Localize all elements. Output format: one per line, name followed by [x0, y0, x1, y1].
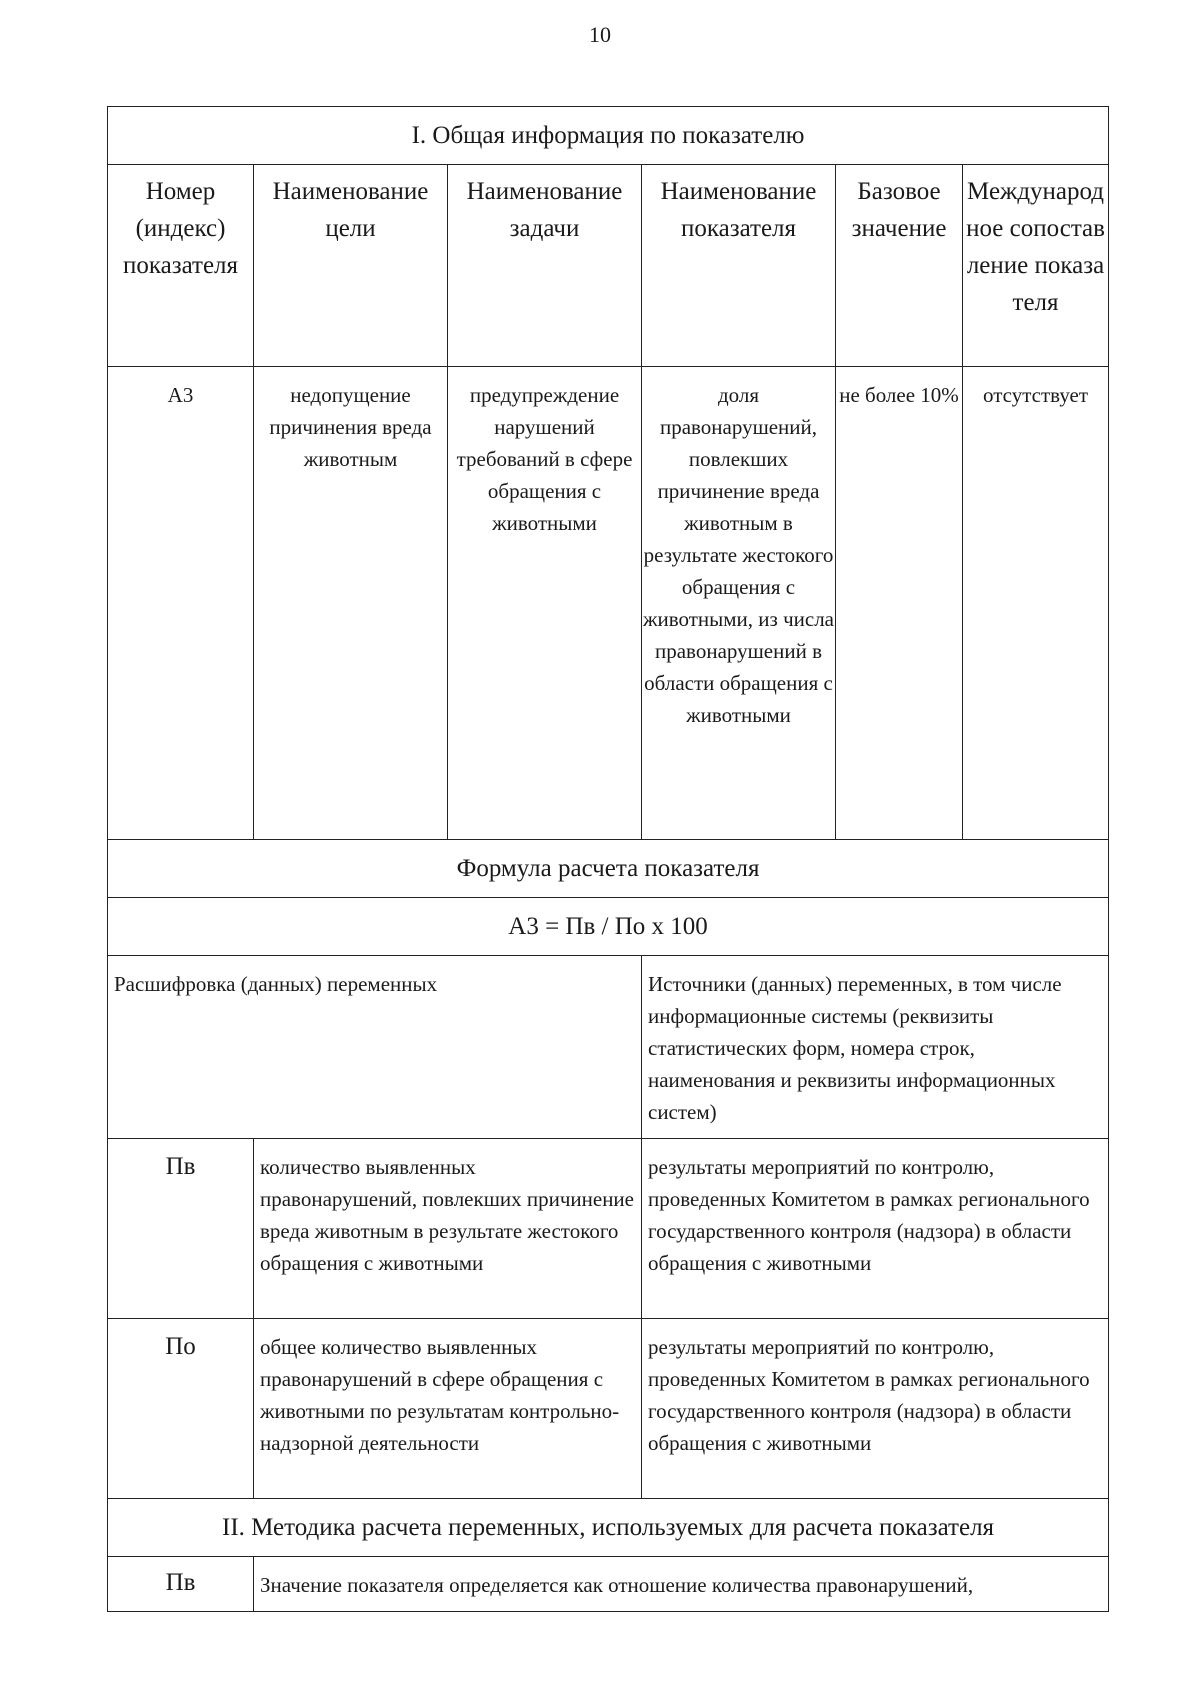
variable-source: результаты мероприятий по контролю, проведенных Комитетом в рамках регионального государственного контроля (надзора) в области обращения с животными: [642, 1139, 1109, 1319]
header-base-value: Базовое значение: [836, 165, 963, 367]
value-base: не более 10%: [836, 367, 963, 840]
header-task: Наименование задачи: [448, 165, 642, 367]
variable-name: По: [108, 1319, 254, 1499]
variable-source: результаты мероприятий по контролю, проведенных Комитетом в рамках регионального государственного контроля (надзора) в области обращения с животными: [642, 1319, 1109, 1499]
variable-row: [108, 1139, 1109, 1319]
variables-header-left: Расшифровка (данных) переменных: [108, 956, 642, 1139]
section2-row: [108, 1557, 1109, 1612]
variable-description: общее количество выявленных правонарушений в сфере обращения с животными по результатам контрольно-надзорной деятельности: [254, 1319, 642, 1499]
header-international: Международное сопоставление показателя: [963, 165, 1109, 367]
header-row: [108, 165, 1109, 367]
formula-expression: А3 = Пв / По х 100: [108, 898, 1109, 956]
values-row: [108, 367, 1109, 840]
section1-title: I. Общая информация по показателю: [108, 107, 1109, 165]
page-number: 10: [589, 22, 611, 47]
formula-title-row: [108, 840, 1109, 898]
section2-title-row: [108, 1499, 1109, 1557]
indicator-table: [107, 106, 1109, 1612]
header-goal: Наименование цели: [254, 165, 448, 367]
formula-title: Формула расчета показателя: [108, 840, 1109, 898]
value-goal: недопущение причинения вреда животным: [254, 367, 448, 840]
formula-row: [108, 898, 1109, 956]
value-index: А3: [108, 367, 254, 840]
header-index: Номер (индекс) показателя: [108, 165, 254, 367]
variable-row: [108, 1319, 1109, 1499]
variables-header-row: [108, 956, 1109, 1139]
variable-name: Пв: [108, 1139, 254, 1319]
section2-text: Значение показателя определяется как отношение количества правонарушений,: [254, 1557, 1109, 1612]
value-indicator: доля правонарушений, повлекших причинение вреда животным в результате жестокого обращения с животными, из числа правонарушений в области обращения с животными: [642, 367, 836, 840]
section2-variable-name: Пв: [108, 1557, 254, 1612]
section1-title-row: [108, 107, 1109, 165]
section2-title: II. Методика расчета переменных, используемых для расчета показателя: [108, 1499, 1109, 1557]
value-task: предупреждение нарушений требований в сфере обращения с животными: [448, 367, 642, 840]
variables-header-right: Источники (данных) переменных, в том числе информационные системы (реквизиты статистических форм, номера строк, наименования и реквизиты информационных систем): [642, 956, 1109, 1139]
header-indicator: Наименование показателя: [642, 165, 836, 367]
variable-description: количество выявленных правонарушений, повлекших причинение вреда животным в результате жестокого обращения с животными: [254, 1139, 642, 1319]
value-international: отсутствует: [963, 367, 1109, 840]
